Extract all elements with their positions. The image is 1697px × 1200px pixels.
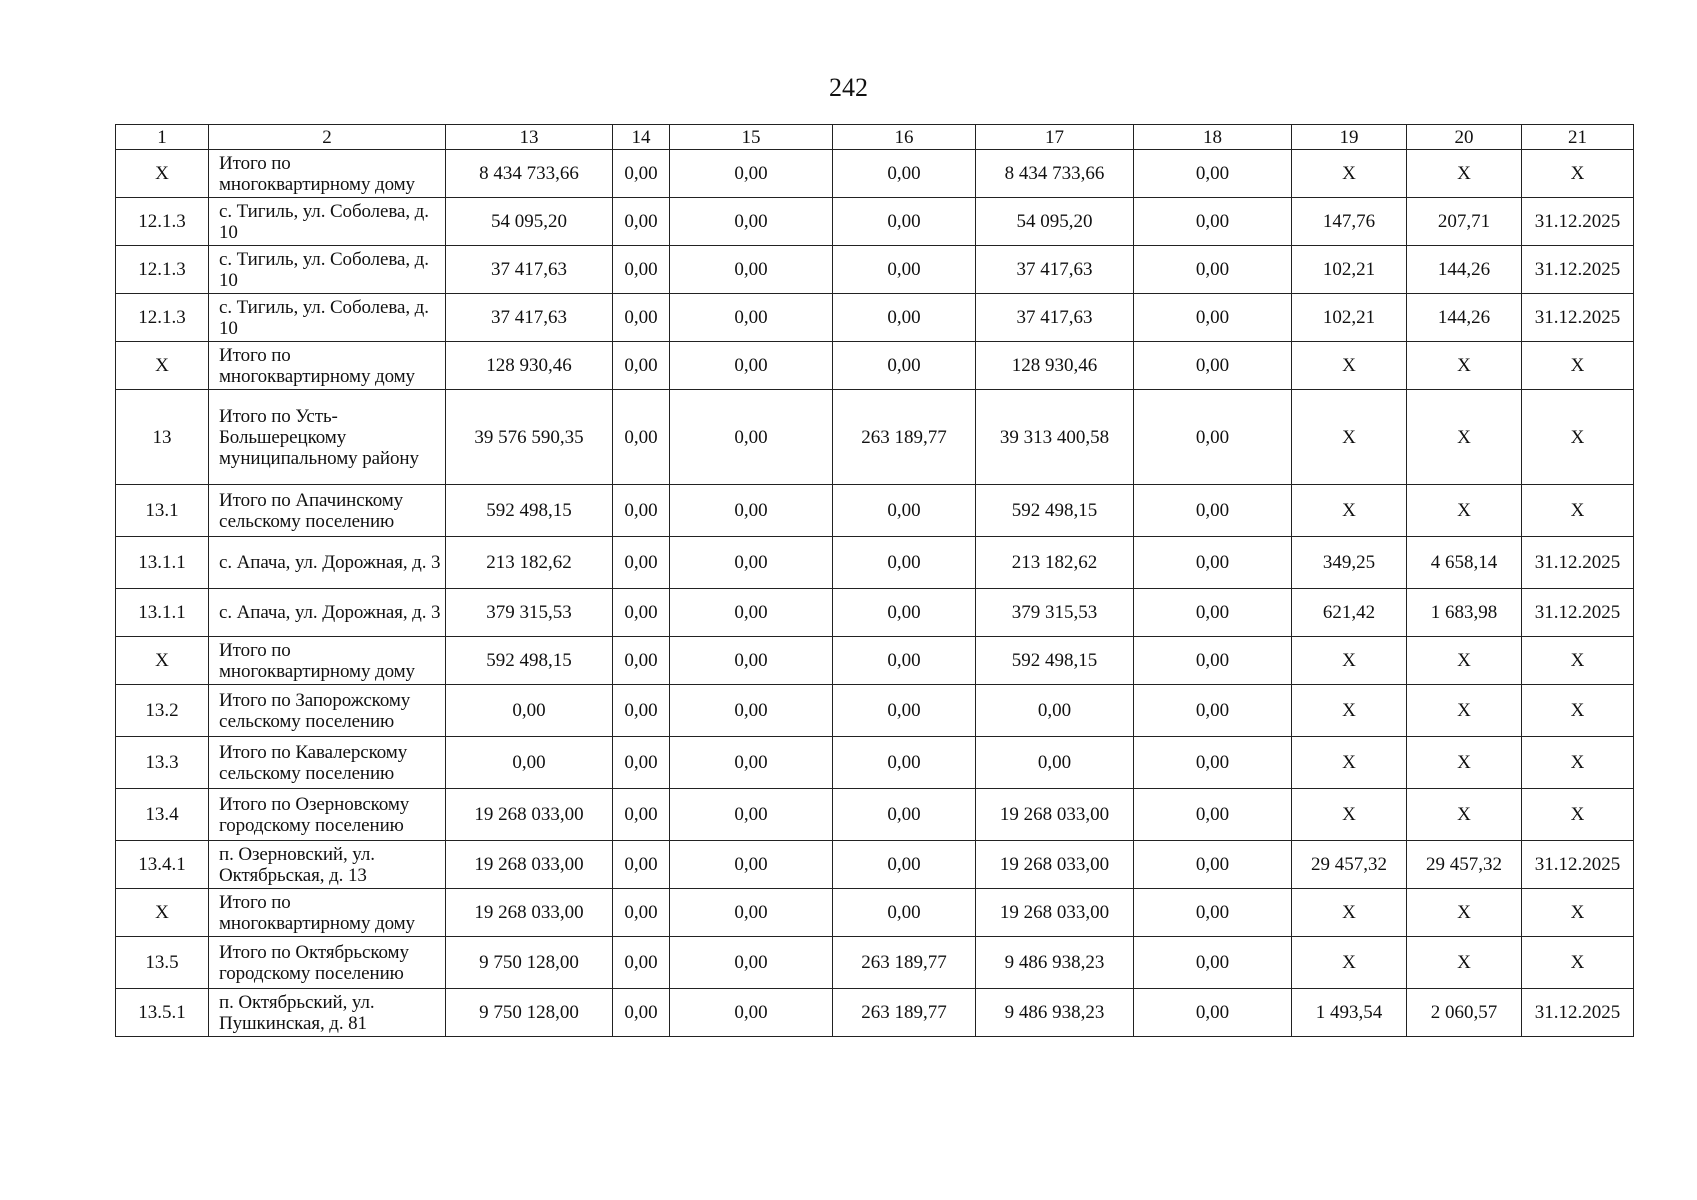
cell-col-18: 0,00 <box>1134 246 1292 294</box>
cell-col-21: 31.12.2025 <box>1522 294 1634 342</box>
cell-col-16: 263 189,77 <box>833 937 976 989</box>
cell-address: Итого по Запорожскому сельскому поселению <box>209 685 446 737</box>
page-number: 242 <box>829 73 868 102</box>
cell-row-number: 13.4 <box>116 789 209 841</box>
cell-col-21: X <box>1522 889 1634 937</box>
cell-col-17: 0,00 <box>976 685 1134 737</box>
cell-col-19: 102,21 <box>1292 246 1407 294</box>
cell-address: п. Октябрьский, ул. Пушкинская, д. 81 <box>209 989 446 1037</box>
table-row <box>116 390 1634 485</box>
cell-col-14: 0,00 <box>613 294 670 342</box>
cell-col-16: 0,00 <box>833 637 976 685</box>
cell-col-14: 0,00 <box>613 685 670 737</box>
cell-col-15: 0,00 <box>670 789 833 841</box>
cell-col-15: 0,00 <box>670 342 833 390</box>
cell-col-19: 349,25 <box>1292 537 1407 589</box>
cell-col-13: 0,00 <box>446 685 613 737</box>
cell-col-16: 0,00 <box>833 889 976 937</box>
cell-col-18: 0,00 <box>1134 390 1292 485</box>
cell-col-18: 0,00 <box>1134 685 1292 737</box>
cell-col-16: 0,00 <box>833 150 976 198</box>
cell-col-15: 0,00 <box>670 989 833 1037</box>
cell-col-20: 1 683,98 <box>1407 589 1522 637</box>
cell-row-number: 13.1.1 <box>116 589 209 637</box>
cell-col-21: X <box>1522 342 1634 390</box>
column-header-19: 19 <box>1292 125 1407 150</box>
cell-col-15: 0,00 <box>670 150 833 198</box>
table-row <box>116 937 1634 989</box>
cell-col-13: 19 268 033,00 <box>446 889 613 937</box>
cell-col-15: 0,00 <box>670 198 833 246</box>
cell-col-16: 0,00 <box>833 294 976 342</box>
table-row <box>116 589 1634 637</box>
cell-col-19: X <box>1292 637 1407 685</box>
cell-row-number: X <box>116 889 209 937</box>
cell-col-19: X <box>1292 789 1407 841</box>
cell-col-21: X <box>1522 485 1634 537</box>
table-row <box>116 150 1634 198</box>
cell-row-number: 13.2 <box>116 685 209 737</box>
cell-col-21: 31.12.2025 <box>1522 246 1634 294</box>
cell-row-number: 13 <box>116 390 209 485</box>
cell-col-17: 9 486 938,23 <box>976 937 1134 989</box>
table-row <box>116 198 1634 246</box>
cell-col-20: X <box>1407 789 1522 841</box>
column-header-20: 20 <box>1407 125 1522 150</box>
cell-col-16: 0,00 <box>833 789 976 841</box>
cell-col-13: 54 095,20 <box>446 198 613 246</box>
cell-col-13: 39 576 590,35 <box>446 390 613 485</box>
cell-col-20: X <box>1407 390 1522 485</box>
cell-col-15: 0,00 <box>670 485 833 537</box>
cell-col-16: 0,00 <box>833 198 976 246</box>
cell-col-17: 37 417,63 <box>976 246 1134 294</box>
cell-col-13: 9 750 128,00 <box>446 937 613 989</box>
cell-col-21: X <box>1522 937 1634 989</box>
cell-col-14: 0,00 <box>613 789 670 841</box>
cell-col-16: 0,00 <box>833 537 976 589</box>
cell-col-19: X <box>1292 937 1407 989</box>
cell-col-20: X <box>1407 889 1522 937</box>
cell-col-14: 0,00 <box>613 841 670 889</box>
cell-col-13: 37 417,63 <box>446 246 613 294</box>
cell-row-number: 13.1 <box>116 485 209 537</box>
cell-col-20: X <box>1407 150 1522 198</box>
cell-col-17: 592 498,15 <box>976 637 1134 685</box>
column-header-15: 15 <box>670 125 833 150</box>
table-row <box>116 537 1634 589</box>
table-header <box>116 125 1634 150</box>
cell-col-19: X <box>1292 737 1407 789</box>
cell-col-13: 592 498,15 <box>446 637 613 685</box>
cell-col-19: 102,21 <box>1292 294 1407 342</box>
table-row <box>116 294 1634 342</box>
cell-col-20: 207,71 <box>1407 198 1522 246</box>
cell-col-15: 0,00 <box>670 685 833 737</box>
cell-col-19: X <box>1292 150 1407 198</box>
cell-col-21: X <box>1522 150 1634 198</box>
column-header-14: 14 <box>613 125 670 150</box>
cell-col-15: 0,00 <box>670 737 833 789</box>
cell-row-number: X <box>116 637 209 685</box>
cell-col-19: 621,42 <box>1292 589 1407 637</box>
cell-col-13: 379 315,53 <box>446 589 613 637</box>
cell-row-number: 13.5 <box>116 937 209 989</box>
cell-col-21: X <box>1522 789 1634 841</box>
cell-col-14: 0,00 <box>613 937 670 989</box>
cell-col-13: 19 268 033,00 <box>446 841 613 889</box>
cell-row-number: 13.1.1 <box>116 537 209 589</box>
cell-col-18: 0,00 <box>1134 589 1292 637</box>
table-row <box>116 789 1634 841</box>
cell-address: Итого по многоквартирному дому <box>209 150 446 198</box>
cell-col-21: X <box>1522 737 1634 789</box>
cell-address: с. Апача, ул. Дорожная, д. 3 <box>209 589 446 637</box>
column-header-17: 17 <box>976 125 1134 150</box>
cell-col-21: X <box>1522 390 1634 485</box>
cell-address: Итого по Усть-Большерецкому муниципальному району <box>209 390 446 485</box>
cell-col-17: 19 268 033,00 <box>976 841 1134 889</box>
cell-col-13: 213 182,62 <box>446 537 613 589</box>
cell-col-18: 0,00 <box>1134 342 1292 390</box>
cell-col-18: 0,00 <box>1134 537 1292 589</box>
cell-col-20: X <box>1407 485 1522 537</box>
cell-col-14: 0,00 <box>613 390 670 485</box>
cell-col-19: 147,76 <box>1292 198 1407 246</box>
cell-address: Итого по многоквартирному дому <box>209 342 446 390</box>
cell-col-20: 2 060,57 <box>1407 989 1522 1037</box>
cell-col-13: 8 434 733,66 <box>446 150 613 198</box>
cell-address: Итого по Озерновскому городскому поселению <box>209 789 446 841</box>
cell-col-20: 29 457,32 <box>1407 841 1522 889</box>
cell-col-16: 0,00 <box>833 841 976 889</box>
cell-col-16: 0,00 <box>833 246 976 294</box>
cell-col-16: 263 189,77 <box>833 390 976 485</box>
cell-col-20: 4 658,14 <box>1407 537 1522 589</box>
table-row <box>116 841 1634 889</box>
cell-address: Итого по Октябрьскому городскому поселению <box>209 937 446 989</box>
cell-col-14: 0,00 <box>613 737 670 789</box>
table-row <box>116 889 1634 937</box>
cell-col-18: 0,00 <box>1134 737 1292 789</box>
cell-col-17: 19 268 033,00 <box>976 889 1134 937</box>
cell-col-17: 128 930,46 <box>976 342 1134 390</box>
cell-col-18: 0,00 <box>1134 150 1292 198</box>
cell-col-16: 0,00 <box>833 685 976 737</box>
table-row <box>116 737 1634 789</box>
cell-col-18: 0,00 <box>1134 637 1292 685</box>
cell-col-13: 592 498,15 <box>446 485 613 537</box>
cell-col-18: 0,00 <box>1134 989 1292 1037</box>
cell-col-19: X <box>1292 390 1407 485</box>
cell-address: Итого по Кавалерскому сельскому поселению <box>209 737 446 789</box>
cell-col-14: 0,00 <box>613 637 670 685</box>
cell-col-14: 0,00 <box>613 198 670 246</box>
cell-col-13: 0,00 <box>446 737 613 789</box>
cell-col-14: 0,00 <box>613 989 670 1037</box>
cell-col-19: X <box>1292 889 1407 937</box>
cell-col-13: 19 268 033,00 <box>446 789 613 841</box>
cell-col-17: 379 315,53 <box>976 589 1134 637</box>
cell-col-20: X <box>1407 937 1522 989</box>
cell-col-19: 29 457,32 <box>1292 841 1407 889</box>
cell-col-17: 213 182,62 <box>976 537 1134 589</box>
cell-col-16: 263 189,77 <box>833 989 976 1037</box>
cell-row-number: 13.5.1 <box>116 989 209 1037</box>
cell-col-18: 0,00 <box>1134 789 1292 841</box>
cell-address: с. Апача, ул. Дорожная, д. 3 <box>209 537 446 589</box>
cell-col-15: 0,00 <box>670 841 833 889</box>
cell-address: п. Озерновский, ул. Октябрьская, д. 13 <box>209 841 446 889</box>
cell-col-18: 0,00 <box>1134 485 1292 537</box>
cell-col-17: 8 434 733,66 <box>976 150 1134 198</box>
cell-col-20: 144,26 <box>1407 294 1522 342</box>
cell-col-14: 0,00 <box>613 889 670 937</box>
cell-col-20: 144,26 <box>1407 246 1522 294</box>
column-header-18: 18 <box>1134 125 1292 150</box>
cell-col-13: 128 930,46 <box>446 342 613 390</box>
cell-col-17: 592 498,15 <box>976 485 1134 537</box>
cell-col-15: 0,00 <box>670 537 833 589</box>
cell-col-21: 31.12.2025 <box>1522 841 1634 889</box>
cell-row-number: 13.4.1 <box>116 841 209 889</box>
cell-col-13: 37 417,63 <box>446 294 613 342</box>
column-header-13: 13 <box>446 125 613 150</box>
cell-col-17: 37 417,63 <box>976 294 1134 342</box>
cell-col-15: 0,00 <box>670 390 833 485</box>
cell-col-16: 0,00 <box>833 589 976 637</box>
cell-col-16: 0,00 <box>833 342 976 390</box>
cell-col-17: 0,00 <box>976 737 1134 789</box>
table-row <box>116 342 1634 390</box>
cell-col-19: X <box>1292 685 1407 737</box>
column-header-16: 16 <box>833 125 976 150</box>
cell-col-19: X <box>1292 342 1407 390</box>
cell-col-14: 0,00 <box>613 342 670 390</box>
cell-row-number: X <box>116 150 209 198</box>
cell-col-14: 0,00 <box>613 150 670 198</box>
cell-col-15: 0,00 <box>670 937 833 989</box>
cell-col-17: 19 268 033,00 <box>976 789 1134 841</box>
table-body <box>116 150 1634 1037</box>
cell-col-21: X <box>1522 685 1634 737</box>
cell-address: с. Тигиль, ул. Соболева, д. 10 <box>209 246 446 294</box>
cell-row-number: 13.3 <box>116 737 209 789</box>
column-header-2: 2 <box>209 125 446 150</box>
table-row <box>116 485 1634 537</box>
cell-col-20: X <box>1407 342 1522 390</box>
table-row <box>116 637 1634 685</box>
cell-col-21: X <box>1522 637 1634 685</box>
cell-address: Итого по многоквартирному дому <box>209 889 446 937</box>
table-row <box>116 989 1634 1037</box>
column-number-row <box>116 125 1634 150</box>
cell-row-number: 12.1.3 <box>116 198 209 246</box>
cell-row-number: 12.1.3 <box>116 294 209 342</box>
cell-col-19: 1 493,54 <box>1292 989 1407 1037</box>
cell-row-number: X <box>116 342 209 390</box>
cell-col-15: 0,00 <box>670 589 833 637</box>
cell-col-17: 39 313 400,58 <box>976 390 1134 485</box>
cell-col-13: 9 750 128,00 <box>446 989 613 1037</box>
cell-col-18: 0,00 <box>1134 937 1292 989</box>
cell-col-19: X <box>1292 485 1407 537</box>
cell-address: с. Тигиль, ул. Соболева, д. 10 <box>209 198 446 246</box>
cell-col-21: 31.12.2025 <box>1522 989 1634 1037</box>
cell-col-20: X <box>1407 637 1522 685</box>
cell-row-number: 12.1.3 <box>116 246 209 294</box>
cell-address: Итого по многоквартирному дому <box>209 637 446 685</box>
table-row <box>116 246 1634 294</box>
register-table <box>115 124 1634 1037</box>
cell-col-21: 31.12.2025 <box>1522 537 1634 589</box>
column-header-1: 1 <box>116 125 209 150</box>
cell-col-14: 0,00 <box>613 589 670 637</box>
cell-col-21: 31.12.2025 <box>1522 589 1634 637</box>
cell-col-20: X <box>1407 737 1522 789</box>
cell-col-21: 31.12.2025 <box>1522 198 1634 246</box>
cell-col-15: 0,00 <box>670 294 833 342</box>
cell-col-15: 0,00 <box>670 889 833 937</box>
cell-col-14: 0,00 <box>613 246 670 294</box>
cell-col-20: X <box>1407 685 1522 737</box>
cell-col-14: 0,00 <box>613 537 670 589</box>
cell-col-17: 54 095,20 <box>976 198 1134 246</box>
cell-col-17: 9 486 938,23 <box>976 989 1134 1037</box>
cell-address: Итого по Апачинскому сельскому поселению <box>209 485 446 537</box>
cell-col-16: 0,00 <box>833 485 976 537</box>
table-row <box>116 685 1634 737</box>
cell-col-18: 0,00 <box>1134 198 1292 246</box>
cell-col-18: 0,00 <box>1134 294 1292 342</box>
cell-col-15: 0,00 <box>670 637 833 685</box>
cell-col-16: 0,00 <box>833 737 976 789</box>
cell-col-14: 0,00 <box>613 485 670 537</box>
cell-col-18: 0,00 <box>1134 841 1292 889</box>
cell-col-18: 0,00 <box>1134 889 1292 937</box>
column-header-21: 21 <box>1522 125 1634 150</box>
cell-address: с. Тигиль, ул. Соболева, д. 10 <box>209 294 446 342</box>
cell-col-15: 0,00 <box>670 246 833 294</box>
